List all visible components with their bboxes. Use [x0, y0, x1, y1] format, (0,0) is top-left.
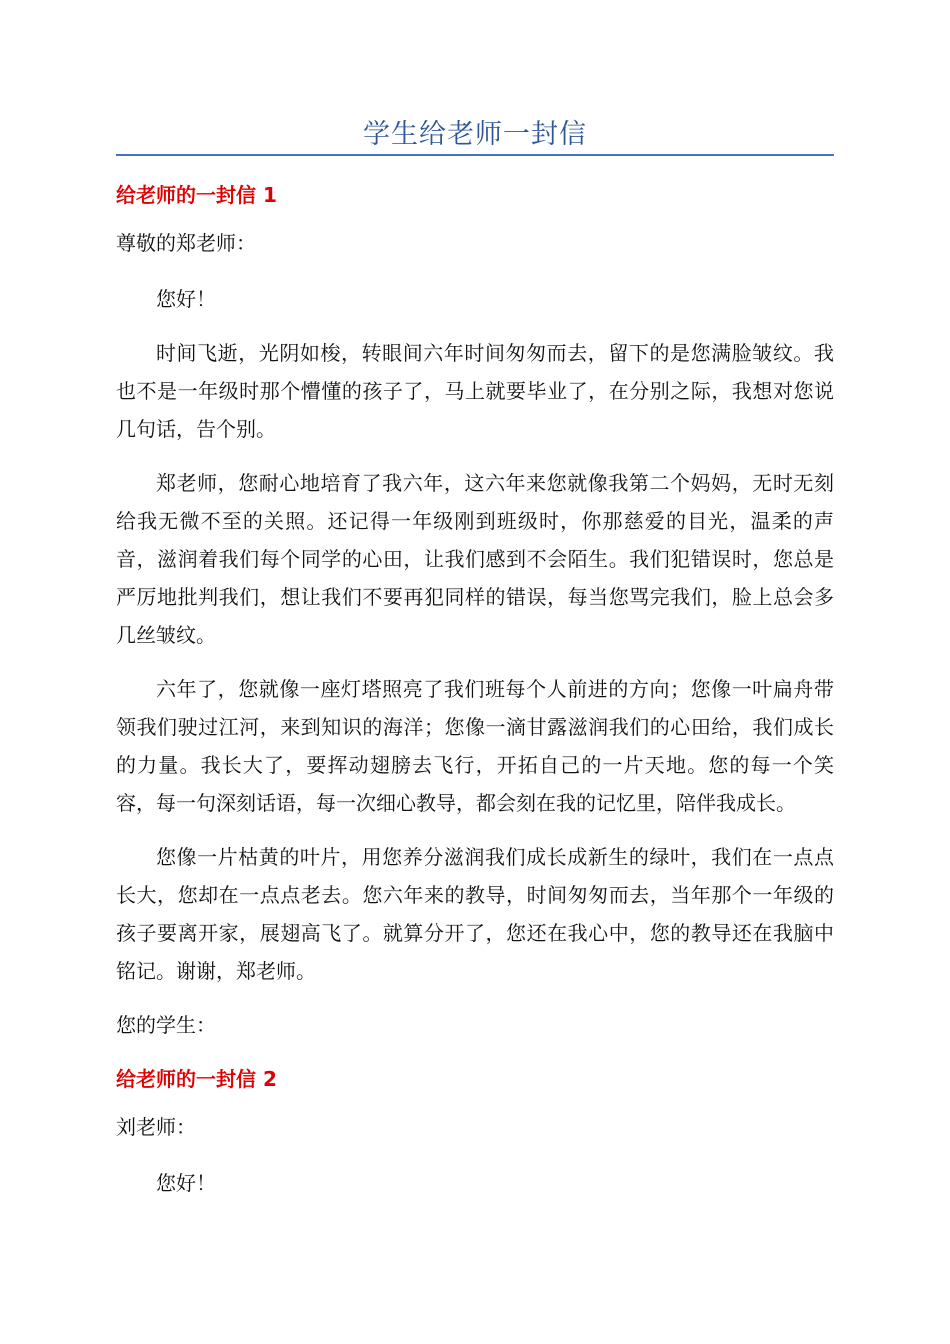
letter-1-paragraph-4: 您像一片枯黄的叶片，用您养分滋润我们成长成新生的绿叶，我们在一点点长大，您却在一点点老去。您六年来的教导，时间匆匆而去，当年那个一年级的孩子要离开家，展翅高飞了。就算分开了，您还在我心中，您的教导还在我脑中铭记。谢谢，郑老师。: [116, 845, 834, 983]
document-body: [116, 178, 834, 1218]
letter-1-salutation: 尊敬的郑老师：: [116, 231, 256, 255]
letter-1-paragraph-3: 六年了，您就像一座灯塔照亮了我们班每个人前进的方向；您像一叶扁舟带领我们驶过江河，来到知识的海洋；您像一滴甘露滋润我们的心田给，我们成长的力量。我长大了，要挥动翅膀去飞行，开拓自己的一片天地。您的每一个笑容，每一句深刻话语，每一次细心教导，都会刻在我的记忆里，陪伴我成长。: [116, 677, 834, 815]
title-underline: [116, 154, 834, 156]
letter-1-greeting: 您好！: [156, 287, 216, 311]
document-title: 学生给老师一封信: [363, 119, 587, 150]
letter-1-signoff: 您的学生：: [116, 1013, 216, 1037]
letter-2-heading: 给老师的一封信 2: [116, 1067, 277, 1091]
letter-2-greeting: 您好！: [156, 1171, 216, 1195]
letter-1-paragraph-1: 时间飞逝，光阴如梭，转眼间六年时间匆匆而去，留下的是您满脸皱纹。我也不是一年级时那个懵懂的孩子了，马上就要毕业了，在分别之际，我想对您说几句话，告个别。: [116, 341, 834, 441]
letter-1-heading: 给老师的一封信 1: [116, 183, 277, 207]
letter-1-paragraph-2: 郑老师，您耐心地培育了我六年，这六年来您就像我第二个妈妈，无时无刻给我无微不至的关照。还记得一年级刚到班级时，你那慈爱的目光，温柔的声音，滋润着我们每个同学的心田，让我们感到不会陌生。我们犯错误时，您总是严厉地批判我们，想让我们不要再犯同样的错误，每当您骂完我们，脸上总会多几丝皱纹。: [116, 471, 834, 647]
letter-2-salutation: 刘老师：: [116, 1115, 196, 1139]
